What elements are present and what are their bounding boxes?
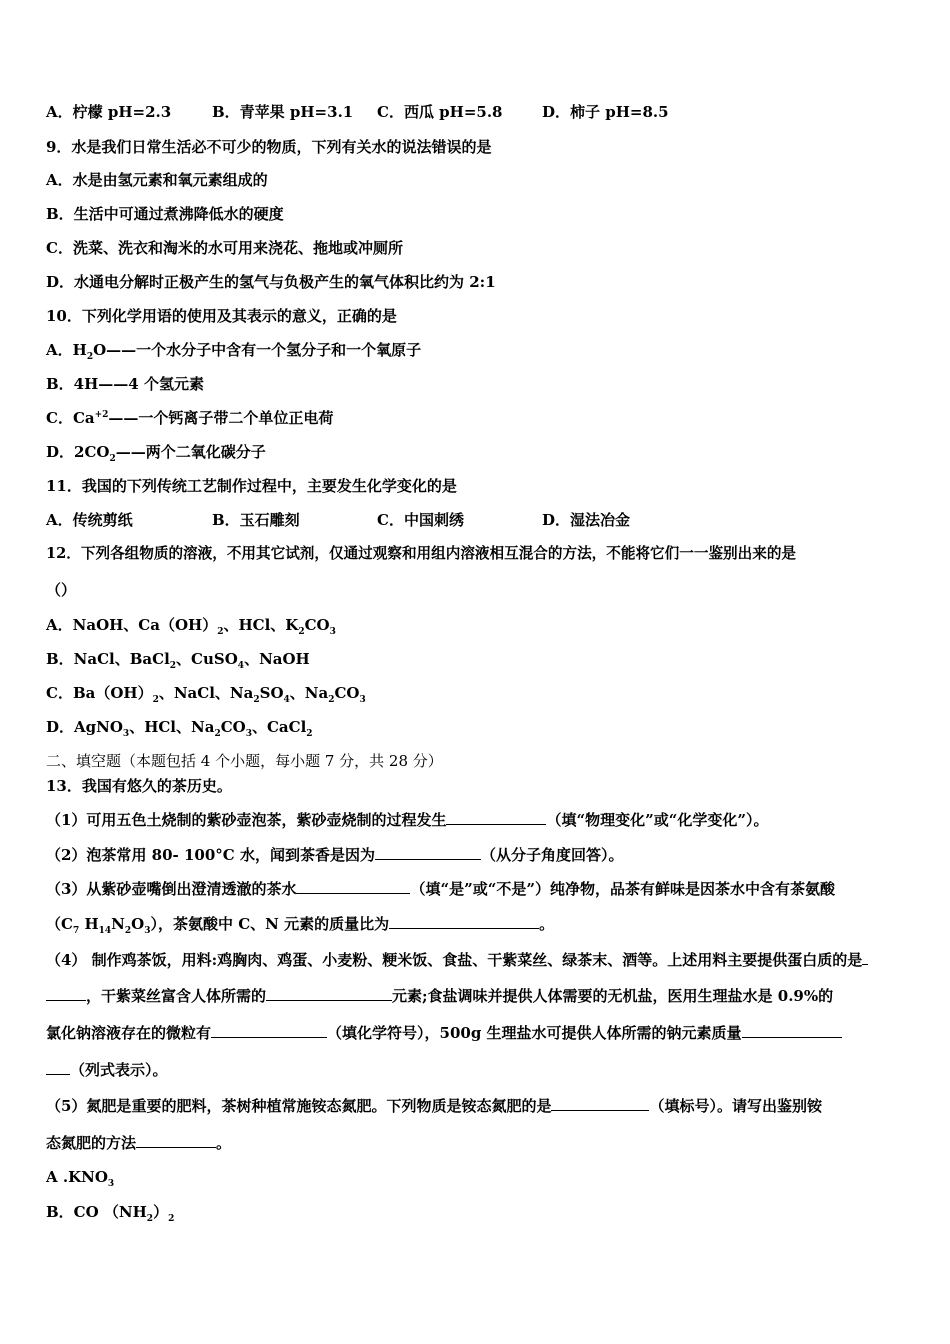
q13-part4-cont1: ，干紫菜丝富含人体所需的 元素;食盐调味并提供人体需要的无机盐，医用生理盐水是 0.9%的	[46, 986, 833, 1006]
q8-option-d: D．柿子 pH=8.5	[542, 103, 669, 121]
q8-option-c: C．西瓜 pH=5.8	[377, 103, 503, 121]
q8-option-b: B．青苹果 pH=3.1	[212, 103, 354, 121]
answer-blank	[375, 845, 481, 860]
q9-option-a: A．水是由氢元素和氧元素组成的	[46, 171, 268, 189]
q12-option-c: C．$Ba(OH)_2$、NaCl、$Na_2SO_4$、$Na_2CO_3$	[46, 684, 366, 705]
answer-blank	[389, 914, 539, 929]
q12-option-b: B．NaCl、BaCl$_2$、CuSO$_4$、NaOH	[46, 650, 310, 671]
q13-part4-cont3: （列式表示）。	[46, 1060, 168, 1080]
q10-option-d: D．$2CO_2——$两个二氧化碳分子	[46, 443, 266, 464]
q11-option-c: C．中国刺绣	[377, 511, 464, 529]
q10-option-b: B．4H——4 个氢元素	[46, 375, 204, 393]
section-heading: 二、填空题（本题包括 4 个小题，每小题 7 分，共 28 分）	[46, 752, 443, 770]
answer-blank	[296, 879, 410, 894]
answer-blank	[551, 1096, 649, 1111]
q11-option-a: A．传统剪纸	[46, 511, 133, 529]
q13-stem: 13．我国有悠久的茶历史。	[46, 777, 232, 795]
q9-option-d: D．水通电分解时正极产生的氢气与负极产生的氧气体积比约为 2:1	[46, 273, 496, 291]
q13-part5: （5）氮肥是重要的肥料，茶树种植常施铵态氮肥。下列物质是铵态氮肥的是 （填标号）。请写出鉴别铵	[46, 1097, 822, 1115]
q11-stem: 11．我国的下列传统工艺制作过程中，主要发生化学变化的是	[46, 477, 457, 495]
q13-part3-cont: （$C_7$ $H_{14}N_2O_3$），茶氨酸中 C、N 元素的质量比为 。	[46, 915, 555, 936]
answer-blank	[46, 1060, 70, 1075]
q13-part1: （1）可用五色土烧制的紫砂壶泡茶，紫砂壶烧制的过程发生 （填“物理变化”或“化学变化”）。	[46, 811, 769, 829]
q13-option-b: B．CO $(NH_2)_2$	[46, 1203, 175, 1224]
answer-blank	[211, 1023, 327, 1038]
answer-blank	[46, 986, 86, 1001]
answer-blank	[136, 1133, 216, 1148]
q13-part4-cont2: 氯化钠溶液存在的微粒有 （填化学符号），500g 生理盐水可提供人体所需的钠元素质量	[46, 1023, 842, 1043]
q13-option-a: A $.KNO_3$	[46, 1168, 115, 1189]
q11-options	[46, 510, 630, 530]
answer-blank	[266, 986, 392, 1001]
q11-option-d: D．湿法冶金	[542, 511, 631, 529]
q13-part5-cont: 态氮肥的方法 。	[46, 1134, 232, 1152]
q12-answer-paren: （）	[46, 581, 77, 599]
q10-option-c: C．$Ca^{+2}——$一个钙离子带二个单位正电荷	[46, 409, 334, 427]
q8-option-a: A．柠檬 pH=2.3	[46, 103, 172, 121]
q13-part4: （4） 制作鸡茶饭，用料:鸡胸肉、鸡蛋、小麦粉、粳米饭、食盐、干紫菜丝、绿茶末、酒等。上述用料主要提供蛋白质的是	[46, 950, 868, 970]
q12-option-d: D．AgNO$_3$、HCl、$Na_2CO_3$、CaCl$_2$	[46, 718, 313, 739]
q9-option-c: C．洗菜、洗衣和淘米的水可用来浇花、拖地或冲厕所	[46, 239, 403, 257]
q13-part2: （2）泡茶常用 80- 100°C 水，闻到茶香是因为 （从分子角度回答）。	[46, 846, 624, 864]
answer-blank	[862, 950, 868, 965]
q8-options	[46, 102, 669, 122]
q13-part3: （3）从紫砂壶嘴倒出澄清透澈的茶水 （填“是”或“不是”）纯净物，品茶有鲜味是因茶水中含有茶氨酸	[46, 880, 835, 898]
q9-stem: 9．水是我们日常生活必不可少的物质，下列有关水的说法错误的是	[46, 138, 492, 156]
answer-blank	[742, 1023, 842, 1038]
q9-option-b: B．生活中可通过煮沸降低水的硬度	[46, 205, 284, 223]
q10-option-a: A．$H_2O——$一个水分子中含有一个氢分子和一个氧原子	[46, 341, 422, 362]
answer-blank	[446, 810, 546, 825]
q12-stem: 12．下列各组物质的溶液，不用其它试剂，仅通过观察和用组内溶液相互混合的方法，不能将它们一一鉴别出来的是	[46, 545, 797, 562]
q11-option-b: B．玉石雕刻	[212, 511, 300, 529]
q12-option-a: A．NaOH、$Ca(OH)_2$、HCl、$K_2CO_3$	[46, 616, 336, 637]
q10-stem: 10．下列化学用语的使用及其表示的意义，正确的是	[46, 307, 397, 325]
